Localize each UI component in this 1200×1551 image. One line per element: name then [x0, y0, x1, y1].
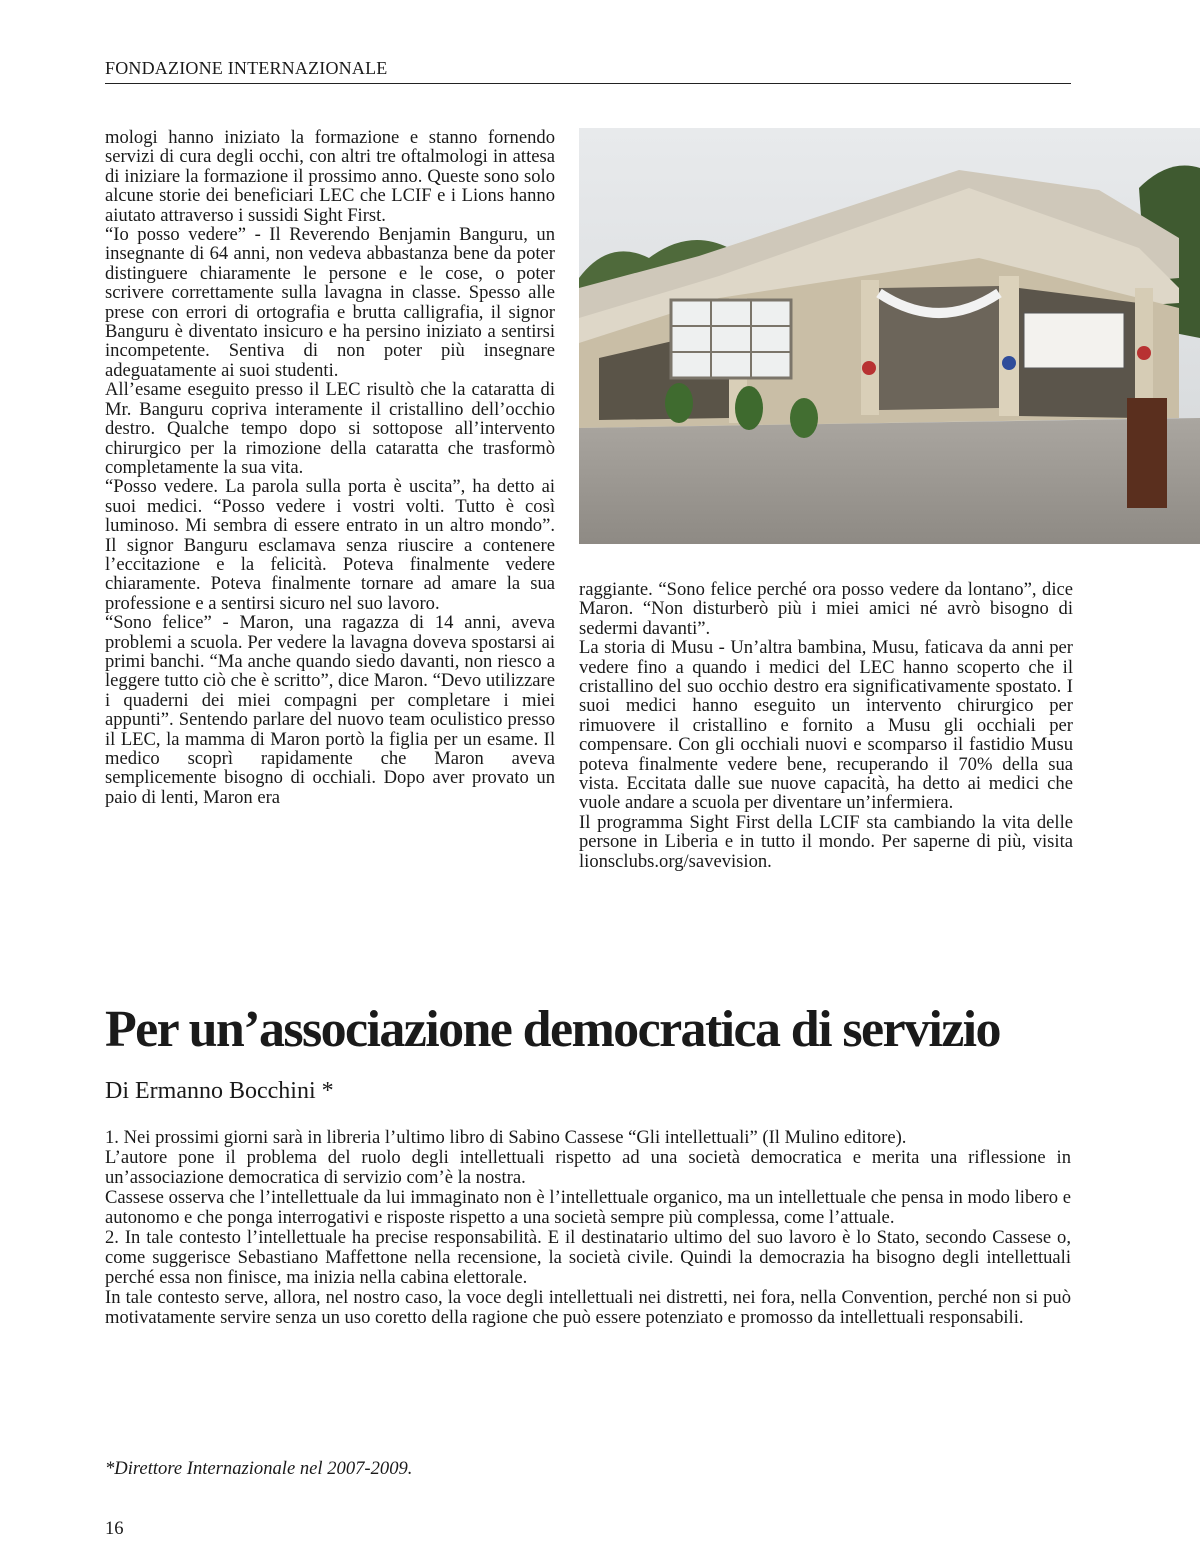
- paragraph: “Sono felice” - Maron, una ragazza di 14 anni, aveva problemi a scuola. Per vedere la lavagna doveva spostarsi ai primi banchi. “Ma anche quando siedo davanti, non riesco a leggere tutto ciò che è scritto”, dice Maron. “Devo utilizzare i quaderni dei miei compagni per completare i miei appunti”. Sentendo parlare del nuovo team oculistico presso il LEC, la mamma di Maron portò la figlia per un esame. Il medico scoprì rapidamente che Maron aveva semplicemente bisogno di occhiali. Dopo aver provato un paio di lenti, Maron era: [105, 612, 555, 808]
- clinic-building-photo: [579, 128, 1200, 544]
- article-body: [105, 1128, 1071, 1328]
- paragraph: In tale contesto serve, allora, nel nostro caso, la voce degli intellettuali nei distretti, nei fora, nella Convention, perché non si può motivatamente servire senza un uso coretto della ragione che può essere potenziato e promosso da intellettuali responsabili.: [105, 1287, 1071, 1328]
- paragraph: Il programma Sight First della LCIF sta cambiando la vita delle persone in Liberia e in tutto il mondo. Per saperne di più, visita lionsclubs.org/savevision.: [579, 811, 1073, 872]
- article-title: Per un’associazione democratica di servizio: [105, 1001, 1000, 1058]
- page-number: 16: [105, 1518, 124, 1539]
- author-footnote: *Direttore Internazionale nel 2007-2009.: [105, 1458, 413, 1479]
- photo-illustration: [579, 128, 1200, 544]
- article-column-left: [105, 128, 555, 807]
- paragraph: “Io posso vedere” - Il Reverendo Benjamin Banguru, un insegnante di 64 anni, non vedeva abbastanza bene da poter distinguere chiaramente le persone e le cose, o poter scrivere correttamente sulla lavagna in classe. Spesso alle prese con errori di ortografia e brutta calligrafia, il signor Banguru è diventato insicuro e ha persino iniziato a sentirsi incompetente. Sentiva di non poter più insegnare adeguatamente ai suoi studenti.: [105, 224, 555, 381]
- running-header: FONDAZIONE INTERNAZIONALE: [105, 58, 1071, 84]
- paragraph: raggiante. “Sono felice perché ora posso vedere da lontano”, dice Maron. “Non disturberò più i miei amici né avrò bisogno di sedermi davanti”.: [579, 579, 1073, 639]
- paragraph: “Posso vedere. La parola sulla porta è uscita”, ha detto ai suoi medici. “Posso vedere i vostri volti. Tutto è così luminoso. Mi sembra di essere entrato in un altro mondo”. Il signor Banguru esclamava senza riuscire a contenere l’eccitazione e la felicità. Poteva finalmente vedere chiaramente. Poteva finalmente tornare ad amare la sua professione e a sentirsi sicuro nel suo lavoro.: [105, 476, 555, 614]
- author-byline: Di Ermanno Bocchini *: [105, 1078, 334, 1104]
- paragraph: Cassese osserva che l’intellettuale da lui immaginato non è l’intellettuale organico, ma un intellettuale che pensa in modo libero e autonomo e che ponga interrogativi e risposte rispetto a una società sempre più complessa, come l’attuale.: [105, 1187, 1071, 1228]
- paragraph: 2. In tale contesto l’intellettuale ha precise responsabilità. E il destinatario ultimo del suo lavoro è lo Stato, secondo Cassese o, come suggerisce Sebastiano Maffettone nella recensione, la società civile. Quindi la democrazia ha bisogno degli intellettuali perché essa non finisce, ma inizia nella cabina elettorale.: [105, 1227, 1071, 1288]
- paragraph: mologi hanno iniziato la formazione e stanno fornendo servizi di cura degli occhi, con altri tre oftalmologi in attesa di iniziare la formazione il prossimo anno. Queste sono solo alcune storie dei beneficiari LEC che LCIF e i Lions hanno aiutato attraverso i sussidi Sight First.: [105, 127, 555, 226]
- paragraph: L’autore pone il problema del ruolo degli intellettuali rispetto ad una società democratica e merita una riflessione in un’associazione democratica di servizio com’è la nostra.: [105, 1147, 1071, 1188]
- paragraph: All’esame eseguito presso il LEC risultò che la cataratta di Mr. Banguru copriva interamente il cristallino dell’occhio destro. Qualche tempo dopo si sottopose all’intervento chirurgico per la rimozione della cataratta che trasformò completamente la sua vita.: [105, 379, 555, 478]
- paragraph: La storia di Musu - Un’altra bambina, Musu, faticava da anni per vedere fino a quando i medici del LEC hanno scoperto che il cristallino del suo occhio destro era significativamente spostato. I suoi medici hanno eseguito un intervento chirurgico per rimuovere il cristallino e fornito a Musu gli occhiali per compensare. Con gli occhiali nuovi e scomparso il fastidio Musu poteva finalmente vedere bene, recuperando il 70% della sua vista. Eccitata dalle sue nuove capacità, ha detto ai medici che vuole andare a scuola per diventare un’infermiera.: [579, 637, 1073, 814]
- paragraph: 1. Nei prossimi giorni sarà in libreria l’ultimo libro di Sabino Cassese “Gli intellettuali” (Il Mulino editore).: [105, 1127, 907, 1148]
- article-column-right: [579, 580, 1073, 871]
